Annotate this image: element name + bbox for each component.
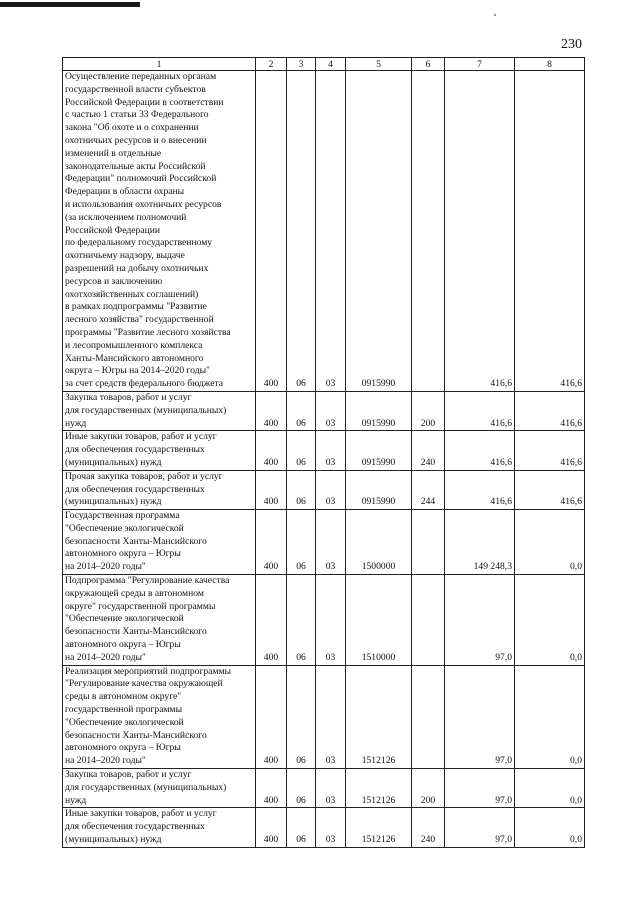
col-6-cell: 240	[412, 808, 445, 847]
table-row	[63, 769, 585, 808]
col-8-cell: 0,0	[515, 575, 585, 666]
col-4-cell: 03	[316, 575, 346, 666]
row-name: Иные закупки товаров, работ и услуг для обеспечения государственных (муниципальных) нужд	[63, 431, 256, 470]
col-3-cell: 06	[287, 808, 316, 847]
table-row	[63, 665, 585, 768]
col-7-cell: 416,6	[445, 71, 515, 392]
col-5-cell: 0915990	[346, 391, 412, 430]
col-2-cell: 400	[256, 470, 287, 509]
col-2-cell: 400	[256, 71, 287, 392]
col-4-cell: 03	[316, 470, 346, 509]
col-5-cell: 0915990	[346, 71, 412, 392]
col-2-cell: 400	[256, 510, 287, 575]
col-5-cell: 0915990	[346, 431, 412, 470]
col-3-cell: 06	[287, 71, 316, 392]
table-row	[63, 431, 585, 470]
col-8-cell: 0,0	[515, 510, 585, 575]
col-6-cell: 240	[412, 431, 445, 470]
col-8-cell: 416,6	[515, 431, 585, 470]
col-3-cell: 06	[287, 510, 316, 575]
col-4-cell: 03	[316, 431, 346, 470]
col-6-cell: 200	[412, 769, 445, 808]
budget-table	[62, 57, 585, 848]
col-5-cell: 1510000	[346, 575, 412, 666]
col-6-cell	[412, 510, 445, 575]
col-8-cell: 416,6	[515, 391, 585, 430]
row-name: Осуществление переданных органам государственной власти субъектов Российской Федерации в соответствии с частью 1 статьи 33 Федерального закона "Об охоте и о сохранении охотничьих ресурсов и о внесении изменений в отдельные законодательные акты Российской Федерации" полномочий Российской Федерации в области охраны и использования охотничьих ресурсов (за исключением полномочий Российской Федерации по федеральному государственному охотничьему надзору, выдаче разрешений на добычу охотничьих ресурсов и заключению охотхозяйственных соглашений) в рамках подпрограммы "Развитие лесного хозяйства" государственной программы "Развитие лесного хозяйства и лесопромышленного комплекса Ханты-Мансийского автономного округа – Югры на 2014–2020 годы" за счет средств федерального бюджета	[63, 71, 256, 392]
col-6-cell	[412, 71, 445, 392]
col-2-cell: 400	[256, 808, 287, 847]
table-row	[63, 808, 585, 847]
col-7-cell: 416,6	[445, 431, 515, 470]
col-3-cell: 06	[287, 665, 316, 768]
col-5-cell: 0915990	[346, 470, 412, 509]
header-col-5: 5	[346, 58, 412, 71]
page-number: 230	[561, 37, 582, 52]
col-4-cell: 03	[316, 665, 346, 768]
row-name: Иные закупки товаров, работ и услуг для обеспечения государственных (муниципальных) нужд	[63, 808, 256, 847]
col-3-cell: 06	[287, 391, 316, 430]
col-4-cell: 03	[316, 510, 346, 575]
col-6-cell: 200	[412, 391, 445, 430]
table-row	[63, 470, 585, 509]
col-2-cell: 400	[256, 431, 287, 470]
row-name: Прочая закупка товаров, работ и услуг для обеспечения государственных (муниципальных) нужд	[63, 470, 256, 509]
table-row	[63, 510, 585, 575]
col-6-cell	[412, 575, 445, 666]
col-7-cell: 416,6	[445, 470, 515, 509]
header-col-3: 3	[287, 58, 316, 71]
scan-artifact-dot	[494, 14, 496, 16]
col-2-cell: 400	[256, 575, 287, 666]
col-3-cell: 06	[287, 470, 316, 509]
table-row	[63, 575, 585, 666]
header-col-2: 2	[256, 58, 287, 71]
table-header-row	[63, 58, 585, 71]
col-4-cell: 03	[316, 71, 346, 392]
col-3-cell: 06	[287, 575, 316, 666]
header-col-4: 4	[316, 58, 346, 71]
col-4-cell: 03	[316, 808, 346, 847]
col-5-cell: 1512126	[346, 808, 412, 847]
header-col-1: 1	[63, 58, 256, 71]
row-name: Реализация мероприятий подпрограммы "Регулирование качества окружающей среды в автономном округе" государственной программы "Обеспечение экологической безопасности Ханты-Мансийского автономного округа – Югры на 2014–2020 годы"	[63, 665, 256, 768]
col-2-cell: 400	[256, 769, 287, 808]
col-3-cell: 06	[287, 769, 316, 808]
col-8-cell: 416,6	[515, 470, 585, 509]
col-2-cell: 400	[256, 665, 287, 768]
table-row	[63, 71, 585, 392]
col-7-cell: 97,0	[445, 808, 515, 847]
col-5-cell: 1512126	[346, 665, 412, 768]
col-8-cell: 416,6	[515, 71, 585, 392]
col-8-cell: 0,0	[515, 665, 585, 768]
col-5-cell: 1500000	[346, 510, 412, 575]
scan-top-bar	[0, 2, 140, 7]
header-col-8: 8	[515, 58, 585, 71]
table-row	[63, 391, 585, 430]
row-name: Закупка товаров, работ и услуг для государственных (муниципальных) нужд	[63, 391, 256, 430]
row-name: Подпрограмма "Регулирование качества окружающей среды в автономном округе" государственной программы "Обеспечение экологической безопасности Ханты-Мансийского автономного округа – Югры на 2014–2020 годы"	[63, 575, 256, 666]
col-2-cell: 400	[256, 391, 287, 430]
col-7-cell: 149 248,3	[445, 510, 515, 575]
col-8-cell: 0,0	[515, 769, 585, 808]
row-name: Государственная программа "Обеспечение экологической безопасности Ханты-Мансийского автономного округа – Югры на 2014–2020 годы"	[63, 510, 256, 575]
col-4-cell: 03	[316, 391, 346, 430]
col-6-cell	[412, 665, 445, 768]
row-name: Закупка товаров, работ и услуг для государственных (муниципальных) нужд	[63, 769, 256, 808]
col-3-cell: 06	[287, 431, 316, 470]
col-8-cell: 0,0	[515, 808, 585, 847]
col-5-cell: 1512126	[346, 769, 412, 808]
header-col-7: 7	[445, 58, 515, 71]
col-7-cell: 97,0	[445, 769, 515, 808]
col-7-cell: 416,6	[445, 391, 515, 430]
col-7-cell: 97,0	[445, 665, 515, 768]
col-6-cell: 244	[412, 470, 445, 509]
col-4-cell: 03	[316, 769, 346, 808]
col-7-cell: 97,0	[445, 575, 515, 666]
header-col-6: 6	[412, 58, 445, 71]
